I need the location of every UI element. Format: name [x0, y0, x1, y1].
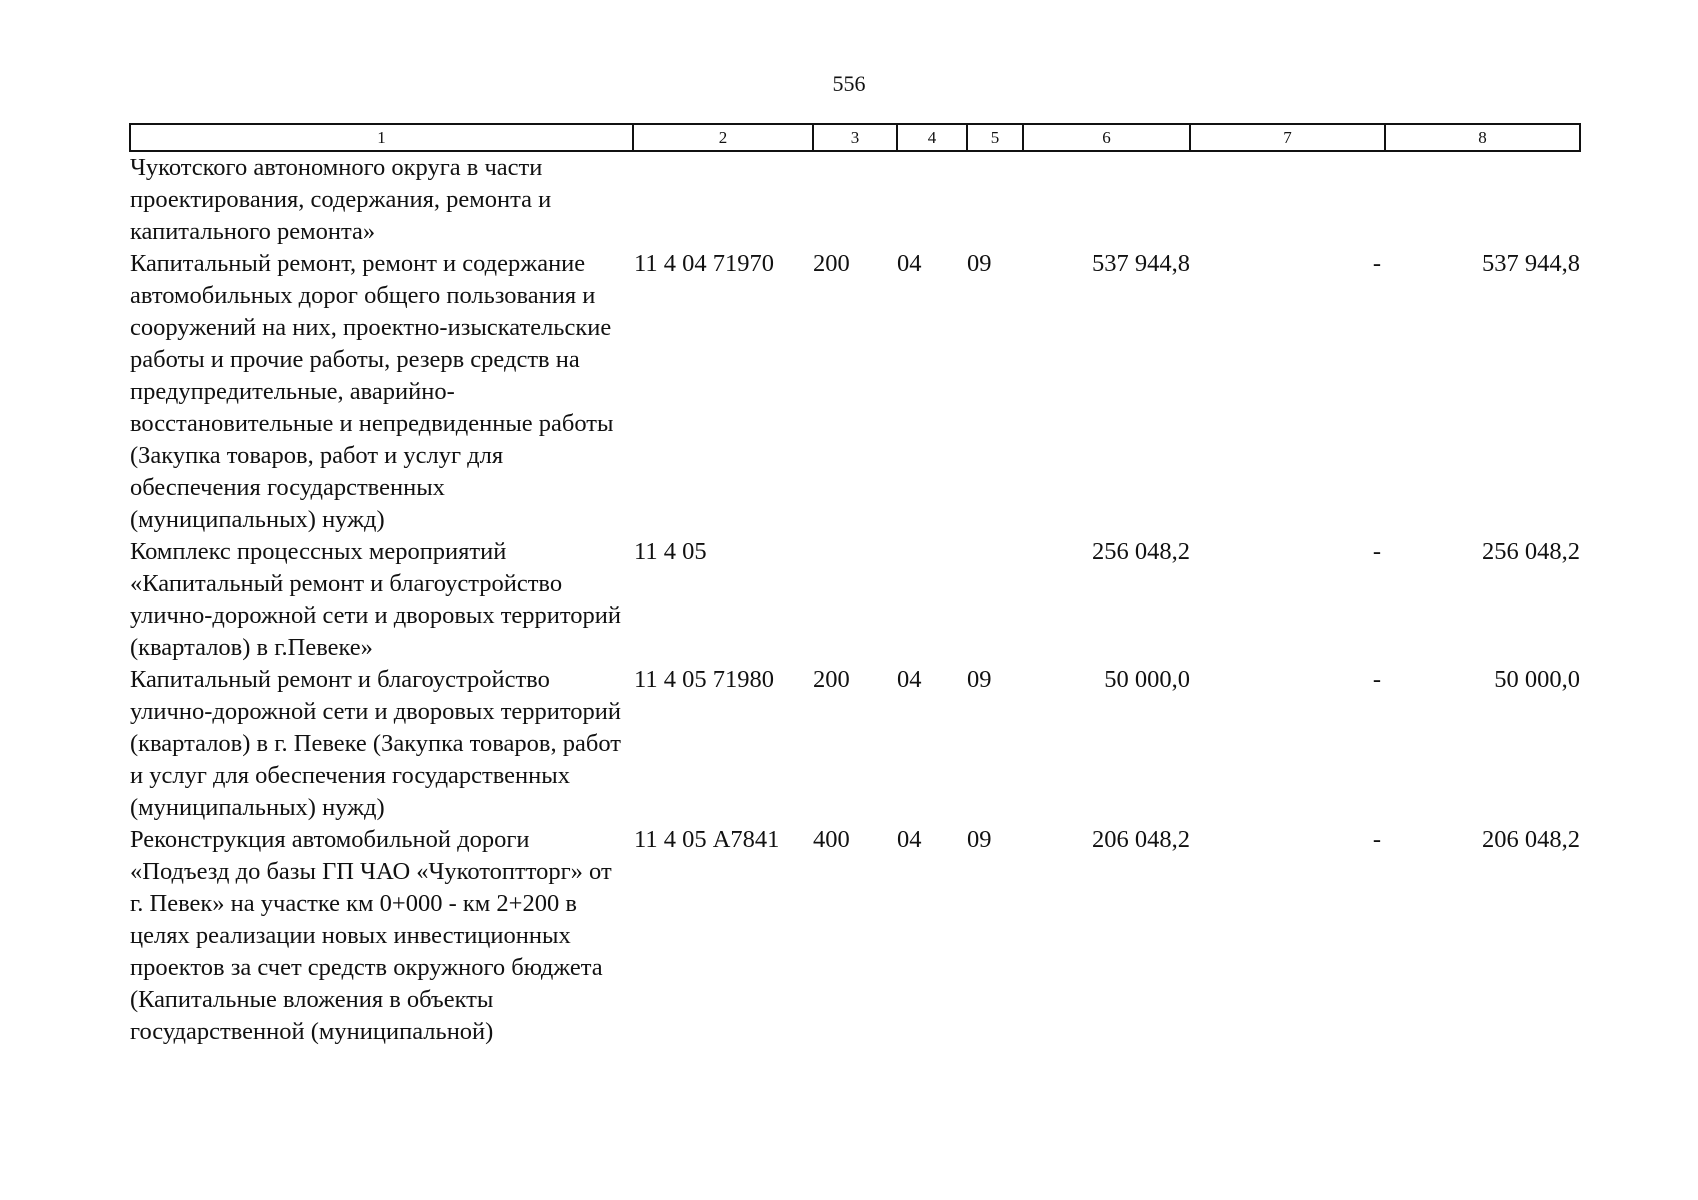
column-header-6: 6 [1023, 124, 1190, 151]
row-pr-code: 09 [967, 250, 992, 277]
row-sum-col7: - [1372, 538, 1381, 565]
table-row [130, 824, 1580, 1048]
table-row [130, 536, 1580, 664]
row-sum-col7: - [1372, 250, 1381, 277]
row-sum-col6: 537 944,8 [1092, 250, 1190, 277]
row-pr-code: 09 [967, 826, 992, 853]
column-header-3: 3 [813, 124, 897, 151]
row-rz-code: 04 [897, 250, 922, 277]
table-row [130, 248, 1580, 536]
row-csr-code: 11 4 05 [634, 538, 707, 565]
row-rz-code [897, 536, 967, 664]
row-csr-code: 11 4 04 71970 [634, 250, 774, 277]
column-header-5: 5 [967, 124, 1023, 151]
row-vr-code [813, 536, 897, 664]
row-name: Капитальный ремонт, ремонт и содержание автомобильных дорог общего пользования и сооружений на них, проектно-изыскательские работы и прочие работы, резерв средств на предупредительные, аварийно-восстановительные и непредвиденные работы (Закупка товаров, работ и услуг для обеспечения государственных (муниципальных) нужд) [130, 250, 614, 533]
column-header-2: 2 [633, 124, 813, 151]
row-pr-code [967, 536, 1023, 664]
row-sum-col6: 256 048,2 [1092, 538, 1190, 565]
row-vr-code [813, 151, 897, 248]
row-sum-col6: 206 048,2 [1092, 826, 1190, 853]
row-sum-col8: 537 944,8 [1482, 250, 1580, 277]
row-name: Капитальный ремонт и благоустройство улично-дорожной сети и дворовых территорий (кварталов) в г. Певеке (Закупка товаров, работ и услуг для обеспечения государственных (муниципальных) нужд) [130, 666, 622, 821]
column-header-7: 7 [1190, 124, 1385, 151]
column-header-1: 1 [130, 124, 633, 151]
row-sum-col8 [1385, 151, 1580, 248]
table-row [130, 664, 1580, 824]
row-vr-code: 200 [813, 666, 850, 693]
column-header-8: 8 [1385, 124, 1580, 151]
table-row [130, 151, 1580, 248]
row-name: Чукотского автономного округа в части проектирования, содержания, ремонта и капитального ремонта» [130, 154, 552, 245]
row-vr-code: 400 [813, 826, 850, 853]
row-rz-code: 04 [897, 826, 922, 853]
page-number: 556 [832, 71, 866, 96]
row-csr-code [633, 151, 813, 248]
budget-table [129, 123, 1581, 1048]
row-sum-col6: 50 000,0 [1104, 666, 1190, 693]
row-sum-col8: 256 048,2 [1482, 538, 1580, 565]
row-sum-col7 [1190, 151, 1385, 248]
row-csr-code: 11 4 05 А7841 [634, 826, 780, 853]
row-rz-code: 04 [897, 666, 922, 693]
row-sum-col8: 50 000,0 [1494, 666, 1580, 693]
row-sum-col8: 206 048,2 [1482, 826, 1580, 853]
row-sum-col7: - [1372, 826, 1381, 853]
row-pr-code [967, 151, 1023, 248]
row-sum-col6 [1023, 151, 1190, 248]
row-csr-code: 11 4 05 71980 [634, 666, 774, 693]
row-name: Реконструкция автомобильной дороги «Подъезд до базы ГП ЧАО «Чукотоптторг» от г. Певек» на участке км 0+000 - км 2+200 в целях реализации новых инвестиционных проектов за счет средств окружного бюджета (Капитальные вложения в объекты государственной (муниципальной) [130, 826, 612, 1045]
row-pr-code: 09 [967, 666, 992, 693]
row-rz-code [897, 151, 967, 248]
row-vr-code: 200 [813, 250, 850, 277]
column-header-4: 4 [897, 124, 967, 151]
row-name: Комплекс процессных мероприятий «Капитальный ремонт и благоустройство улично-дорожной сети и дворовых территорий (кварталов) в г.Певеке» [130, 538, 622, 661]
header-row [130, 124, 1580, 151]
row-sum-col7: - [1372, 666, 1381, 693]
